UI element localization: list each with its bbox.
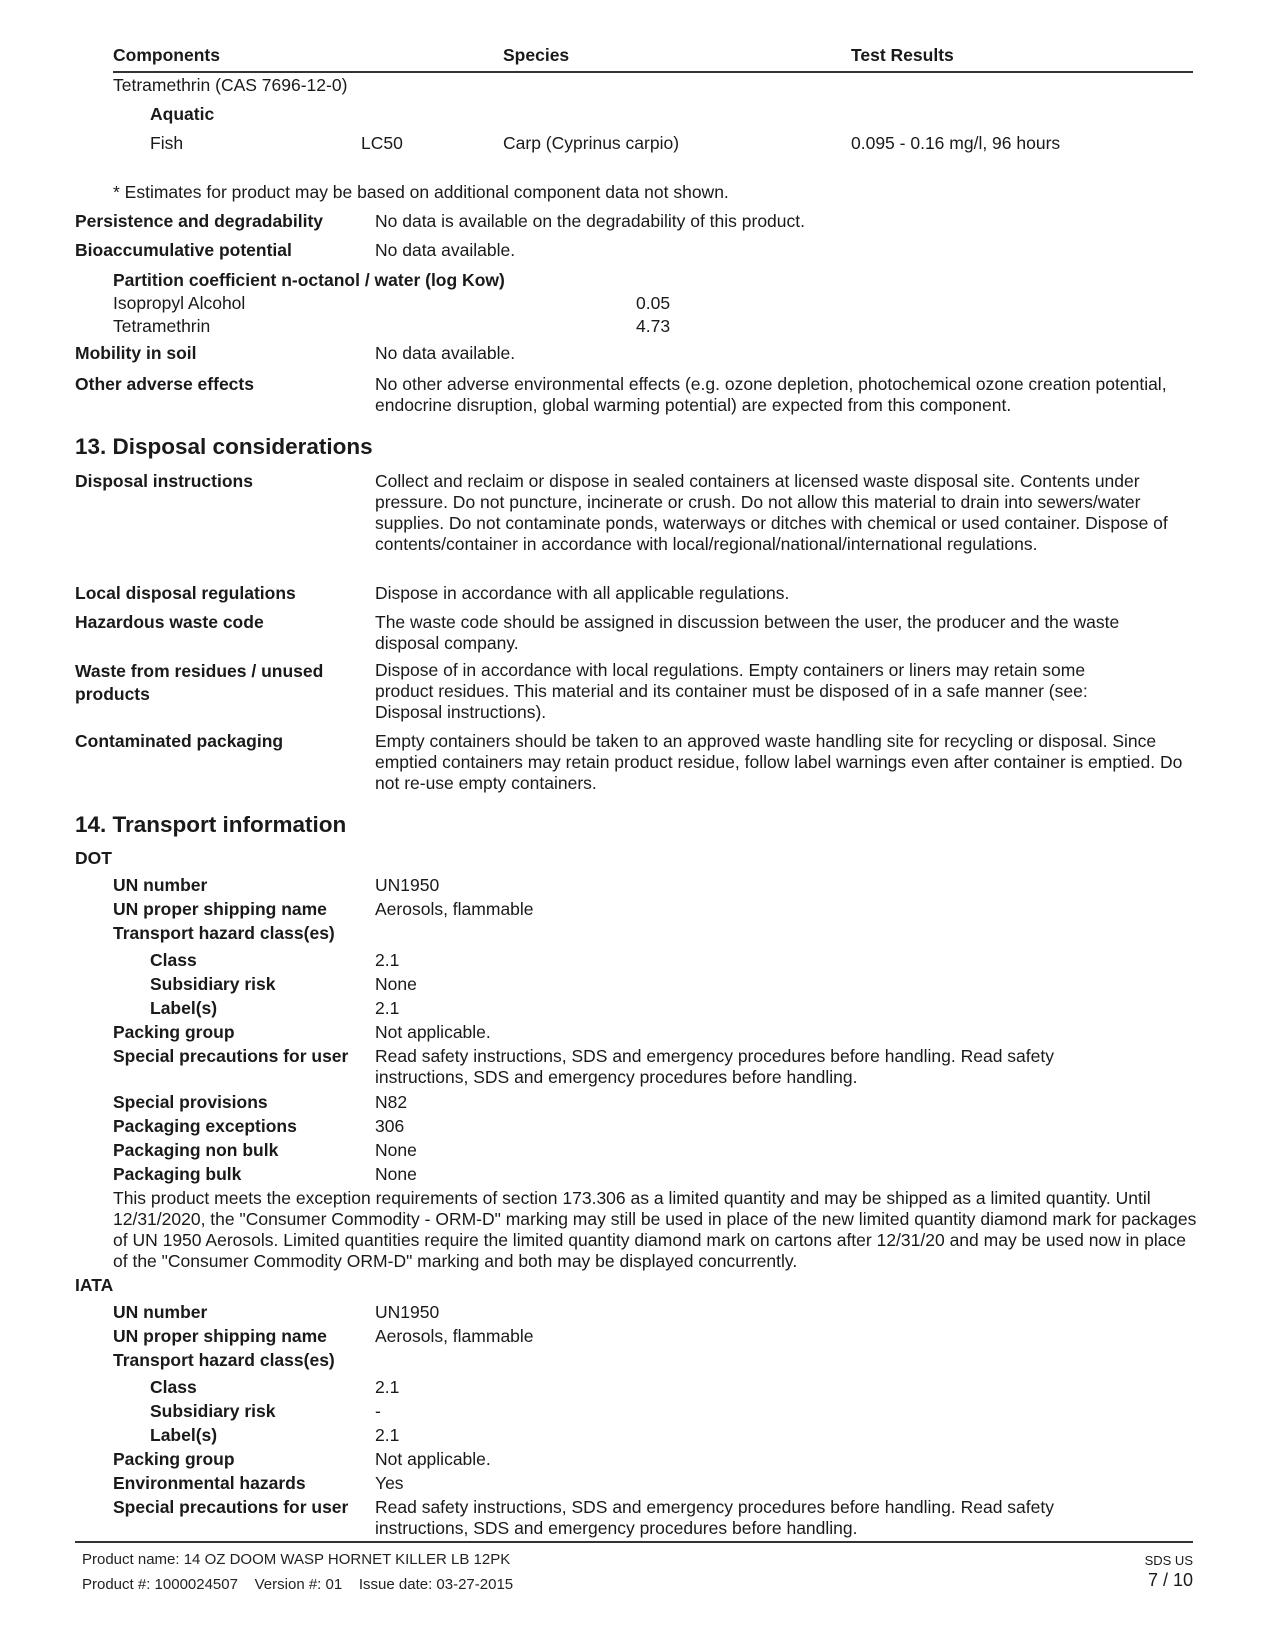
section-14-heading: 14. Transport information [75,812,347,837]
species: Carp (Cyprinus carpio) [503,133,680,153]
partition-name: Isopropyl Alcohol [113,293,246,313]
footer-rule [75,1541,1193,1543]
dot-provisions: N82 [375,1092,408,1112]
dot-bulk-label: Packaging bulk [113,1164,242,1184]
partition-name: Tetramethrin [113,316,211,336]
iata-env-hazards-label: Environmental hazards [113,1473,306,1493]
dot-precautions: Read safety instructions, SDS and emergency procedures before handling. Read safety instructions, SDS and emergency procedures before handling. [375,1046,1054,1087]
field-value: Dispose in accordance with all applicable regulations. [375,583,790,603]
test-type: LC50 [361,133,403,153]
iata-packing-group: Not applicable. [375,1449,491,1469]
field-value: Dispose of in accordance with local regulations. Empty containers or liners may retain some product residues. This material and its container must be disposed of in a safe manner (see: Disposal instructions). [375,660,1088,722]
organism: Fish [150,133,184,153]
dot-non-bulk: None [375,1140,417,1160]
iata-hazard-class-label: Transport hazard class(es) [113,1350,335,1370]
field-value: Empty containers should be taken to an approved waste handling site for recycling or disposal. Since emptied containers may retain product residue, follow label warnings even after container is emptied. Do not re-use empty containers. [375,731,1183,793]
iata-heading: IATA [75,1275,114,1295]
iata-labels-label: Label(s) [150,1425,218,1445]
test-result: 0.095 - 0.16 mg/l, 96 hours [851,133,1061,153]
field-value: Collect and reclaim or dispose in sealed containers at licensed waste disposal site. Contents under pressure. Do not puncture, incinerate or crush. Do not allow this material to drain into sewers/water supplies. Do not contaminate ponds, waterways or ditches with chemical or used container. Dispose of contents/container in accordance with local/regional/national/international regulations. [375,471,1168,554]
dot-subsidiary-label: Subsidiary risk [150,974,276,994]
dot-packing-group: Not applicable. [375,1022,491,1042]
field-label: Persistence and degradability [75,211,324,231]
col-header-test-results: Test Results [851,45,954,65]
field-value: The waste code should be assigned in discussion between the user, the producer and the waste disposal company. [375,612,1120,653]
footer-page-number: 7 / 10 [1147,1570,1193,1590]
iata-class: 2.1 [375,1377,400,1397]
dot-shipping-name-label: UN proper shipping name [113,899,327,919]
iata-packing-group-label: Packing group [113,1449,235,1469]
iata-env-hazards: Yes [375,1473,404,1493]
field-value: No data is available on the degradability of this product. [375,211,805,231]
category-aquatic: Aquatic [150,104,215,124]
iata-shipping-name-label: UN proper shipping name [113,1326,327,1346]
field-label: Bioaccumulative potential [75,240,292,260]
partition-value: 4.73 [636,316,671,336]
dot-labels-label: Label(s) [150,998,218,1018]
dot-bulk: None [375,1164,417,1184]
field-label: Local disposal regulations [75,583,296,603]
col-header-components: Components [113,45,220,65]
field-value: No data available. [375,240,516,260]
footnote: * Estimates for product may be based on additional component data not shown. [113,182,729,202]
dot-exceptions-label: Packaging exceptions [113,1116,297,1136]
dot-exceptions: 306 [375,1116,405,1136]
iata-precautions: Read safety instructions, SDS and emergency procedures before handling. Read safety instructions, SDS and emergency procedures before handling. [375,1497,1054,1538]
component-name: Tetramethrin (CAS 7696-12-0) [113,75,348,95]
dot-subsidiary: None [375,974,417,994]
field-label: Contaminated packaging [75,731,284,751]
field-label: Waste from residues / unused products [75,661,324,704]
dot-hazard-class-label: Transport hazard class(es) [113,923,335,943]
iata-shipping-name: Aerosols, flammable [375,1326,534,1346]
footer-doc-type: SDS US [1144,1553,1193,1568]
field-value: No other adverse environmental effects (e.g. ozone depletion, photochemical ozone creation potential, endocrine disruption, global warming potential) are expected from this component. [375,374,1167,415]
dot-packing-group-label: Packing group [113,1022,235,1042]
iata-labels: 2.1 [375,1425,400,1445]
field-value: No data available. [375,343,516,363]
dot-un-number: UN1950 [375,875,440,895]
footer-product-line: Product #: 1000024507 Version #: 01 Issue date: 03-27-2015 [82,1576,514,1593]
table-header-rule [113,71,1193,73]
iata-class-label: Class [150,1377,197,1397]
iata-subsidiary: - [375,1401,381,1421]
partition-title: Partition coefficient n-octanol / water (log Kow) [113,270,505,290]
dot-non-bulk-label: Packaging non bulk [113,1140,279,1160]
field-label: Disposal instructions [75,471,253,491]
iata-precautions-label: Special precautions for user [113,1497,349,1517]
dot-class-label: Class [150,950,197,970]
iata-un-number: UN1950 [375,1302,440,1322]
col-header-species: Species [503,45,570,65]
iata-un-number-label: UN number [113,1302,208,1322]
partition-value: 0.05 [636,293,671,313]
field-label: Mobility in soil [75,343,197,363]
dot-labels: 2.1 [375,998,400,1018]
footer-product-name: Product name: 14 OZ DOOM WASP HORNET KILLER LB 12PK [82,1551,511,1568]
dot-shipping-name: Aerosols, flammable [375,899,534,919]
dot-heading: DOT [75,848,112,868]
dot-class: 2.1 [375,950,400,970]
dot-un-number-label: UN number [113,875,208,895]
iata-subsidiary-label: Subsidiary risk [150,1401,276,1421]
field-label: Hazardous waste code [75,612,264,632]
section-13-heading: 13. Disposal considerations [75,434,373,459]
field-label: Other adverse effects [75,374,254,394]
dot-precautions-label: Special precautions for user [113,1046,349,1066]
dot-limited-quantity-note: This product meets the exception requirements of section 173.306 as a limited quantity and may be shipped as a limited quantity. Until 12/31/2020, the "Consumer Commodity - ORM-D" marking may still be used in place of the new limited quantity diamond mark for packages of UN 1950 Aerosols. Limited quantities require the limited quantity diamond mark on cartons after 12/31/20 and may be used now in place of the "Consumer Commodity ORM-D" marking and both may be displayed concurrently. [113,1188,1197,1271]
dot-provisions-label: Special provisions [113,1092,268,1112]
